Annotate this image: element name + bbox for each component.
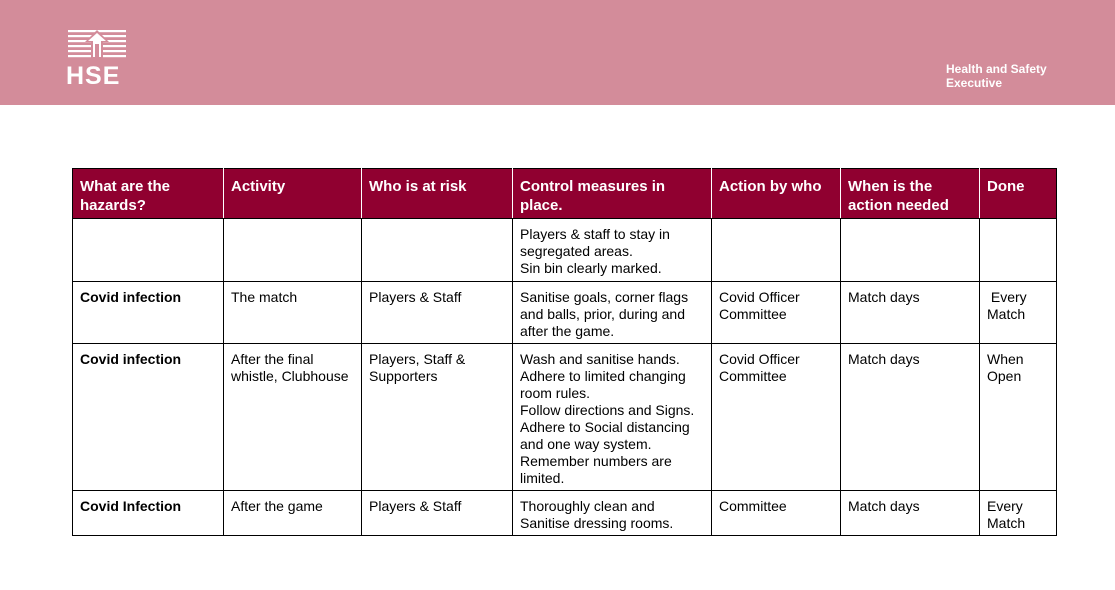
who-cell: Players & Staff xyxy=(362,491,513,536)
controls-line: Players & staff to stay in xyxy=(520,226,670,242)
controls-cell xyxy=(513,344,712,491)
who-cell xyxy=(362,219,513,282)
action-by-cell xyxy=(712,282,841,344)
done-line: Every xyxy=(987,498,1023,514)
organisation-name xyxy=(946,62,1086,90)
activity-cell xyxy=(224,219,362,282)
hazard-cell: Covid Infection xyxy=(73,491,224,536)
action-by-line: Covid Officer xyxy=(719,289,800,305)
controls-cell xyxy=(513,282,712,344)
column-header-done: Done xyxy=(980,169,1057,219)
controls-cell xyxy=(513,219,712,282)
controls-cell xyxy=(513,491,712,536)
org-name-line2: Executive xyxy=(946,76,1003,90)
controls-line: Wash and sanitise hands. xyxy=(520,351,680,367)
controls-line: Adhere to Social distancing xyxy=(520,419,690,435)
when-cell xyxy=(841,219,980,282)
controls-line: Adhere to limited changing xyxy=(520,368,686,384)
done-line: Open xyxy=(987,368,1022,384)
activity-cell: The match xyxy=(224,282,362,344)
activity-line: After the final xyxy=(231,351,314,367)
table-header-row xyxy=(73,169,1057,219)
controls-line: after the game. xyxy=(520,323,615,339)
column-header-hazards: What are the hazards? xyxy=(73,169,224,219)
table-row xyxy=(73,344,1057,491)
column-header-when-needed: When is the action needed xyxy=(841,169,980,219)
done-line: Match xyxy=(987,515,1026,531)
action-by-cell xyxy=(712,344,841,491)
hse-logo-text: HSE xyxy=(66,62,121,90)
column-header-control-measures: Control measures in place. xyxy=(513,169,712,219)
action-by-line: Committee xyxy=(719,306,787,322)
hazard-cell: Covid infection xyxy=(73,344,224,491)
top-banner xyxy=(0,0,1115,105)
controls-line: and balls, prior, during and xyxy=(520,306,685,322)
controls-line: Follow directions and Signs. xyxy=(520,402,695,418)
controls-line: Sin bin clearly marked. xyxy=(520,260,662,276)
done-line: When xyxy=(987,351,1024,367)
who-cell xyxy=(362,344,513,491)
org-name-line1: Health and Safety xyxy=(946,62,1047,76)
risk-assessment-table xyxy=(72,168,1057,536)
done-cell xyxy=(980,491,1057,536)
controls-line: limited. xyxy=(520,470,565,486)
column-header-action-by: Action by who xyxy=(712,169,841,219)
action-by-line: Covid Officer xyxy=(719,351,800,367)
action-by-line: Committee xyxy=(719,368,787,384)
when-cell: Match days xyxy=(841,491,980,536)
controls-line: Sanitise goals, corner flags xyxy=(520,289,689,305)
activity-cell: After the game xyxy=(224,491,362,536)
when-cell: Match days xyxy=(841,282,980,344)
controls-line: segregated areas. xyxy=(520,243,633,259)
controls-line: Sanitise dressing rooms. xyxy=(520,515,674,531)
controls-line: and one way system. xyxy=(520,436,652,452)
activity-cell xyxy=(224,344,362,491)
column-header-who-at-risk: Who is at risk xyxy=(362,169,513,219)
table-row xyxy=(73,219,1057,282)
action-by-cell xyxy=(712,219,841,282)
done-cell xyxy=(980,282,1057,344)
controls-line: Thoroughly clean and xyxy=(520,498,655,514)
controls-line: room rules. xyxy=(520,385,591,401)
done-line: Every xyxy=(987,289,1027,305)
action-by-cell: Committee xyxy=(712,491,841,536)
who-line: Players, Staff & xyxy=(369,351,466,367)
hazard-cell: Covid infection xyxy=(73,282,224,344)
done-cell xyxy=(980,344,1057,491)
column-header-activity: Activity xyxy=(224,169,362,219)
activity-line: whistle, Clubhouse xyxy=(231,368,349,384)
who-cell: Players & Staff xyxy=(362,282,513,344)
done-line: Match xyxy=(987,306,1026,322)
table-row xyxy=(73,491,1057,536)
who-line: Supporters xyxy=(369,368,438,384)
done-cell xyxy=(980,219,1057,282)
hazard-cell xyxy=(73,219,224,282)
table-row xyxy=(73,282,1057,344)
controls-line: Remember numbers are xyxy=(520,453,672,469)
when-cell: Match days xyxy=(841,344,980,491)
